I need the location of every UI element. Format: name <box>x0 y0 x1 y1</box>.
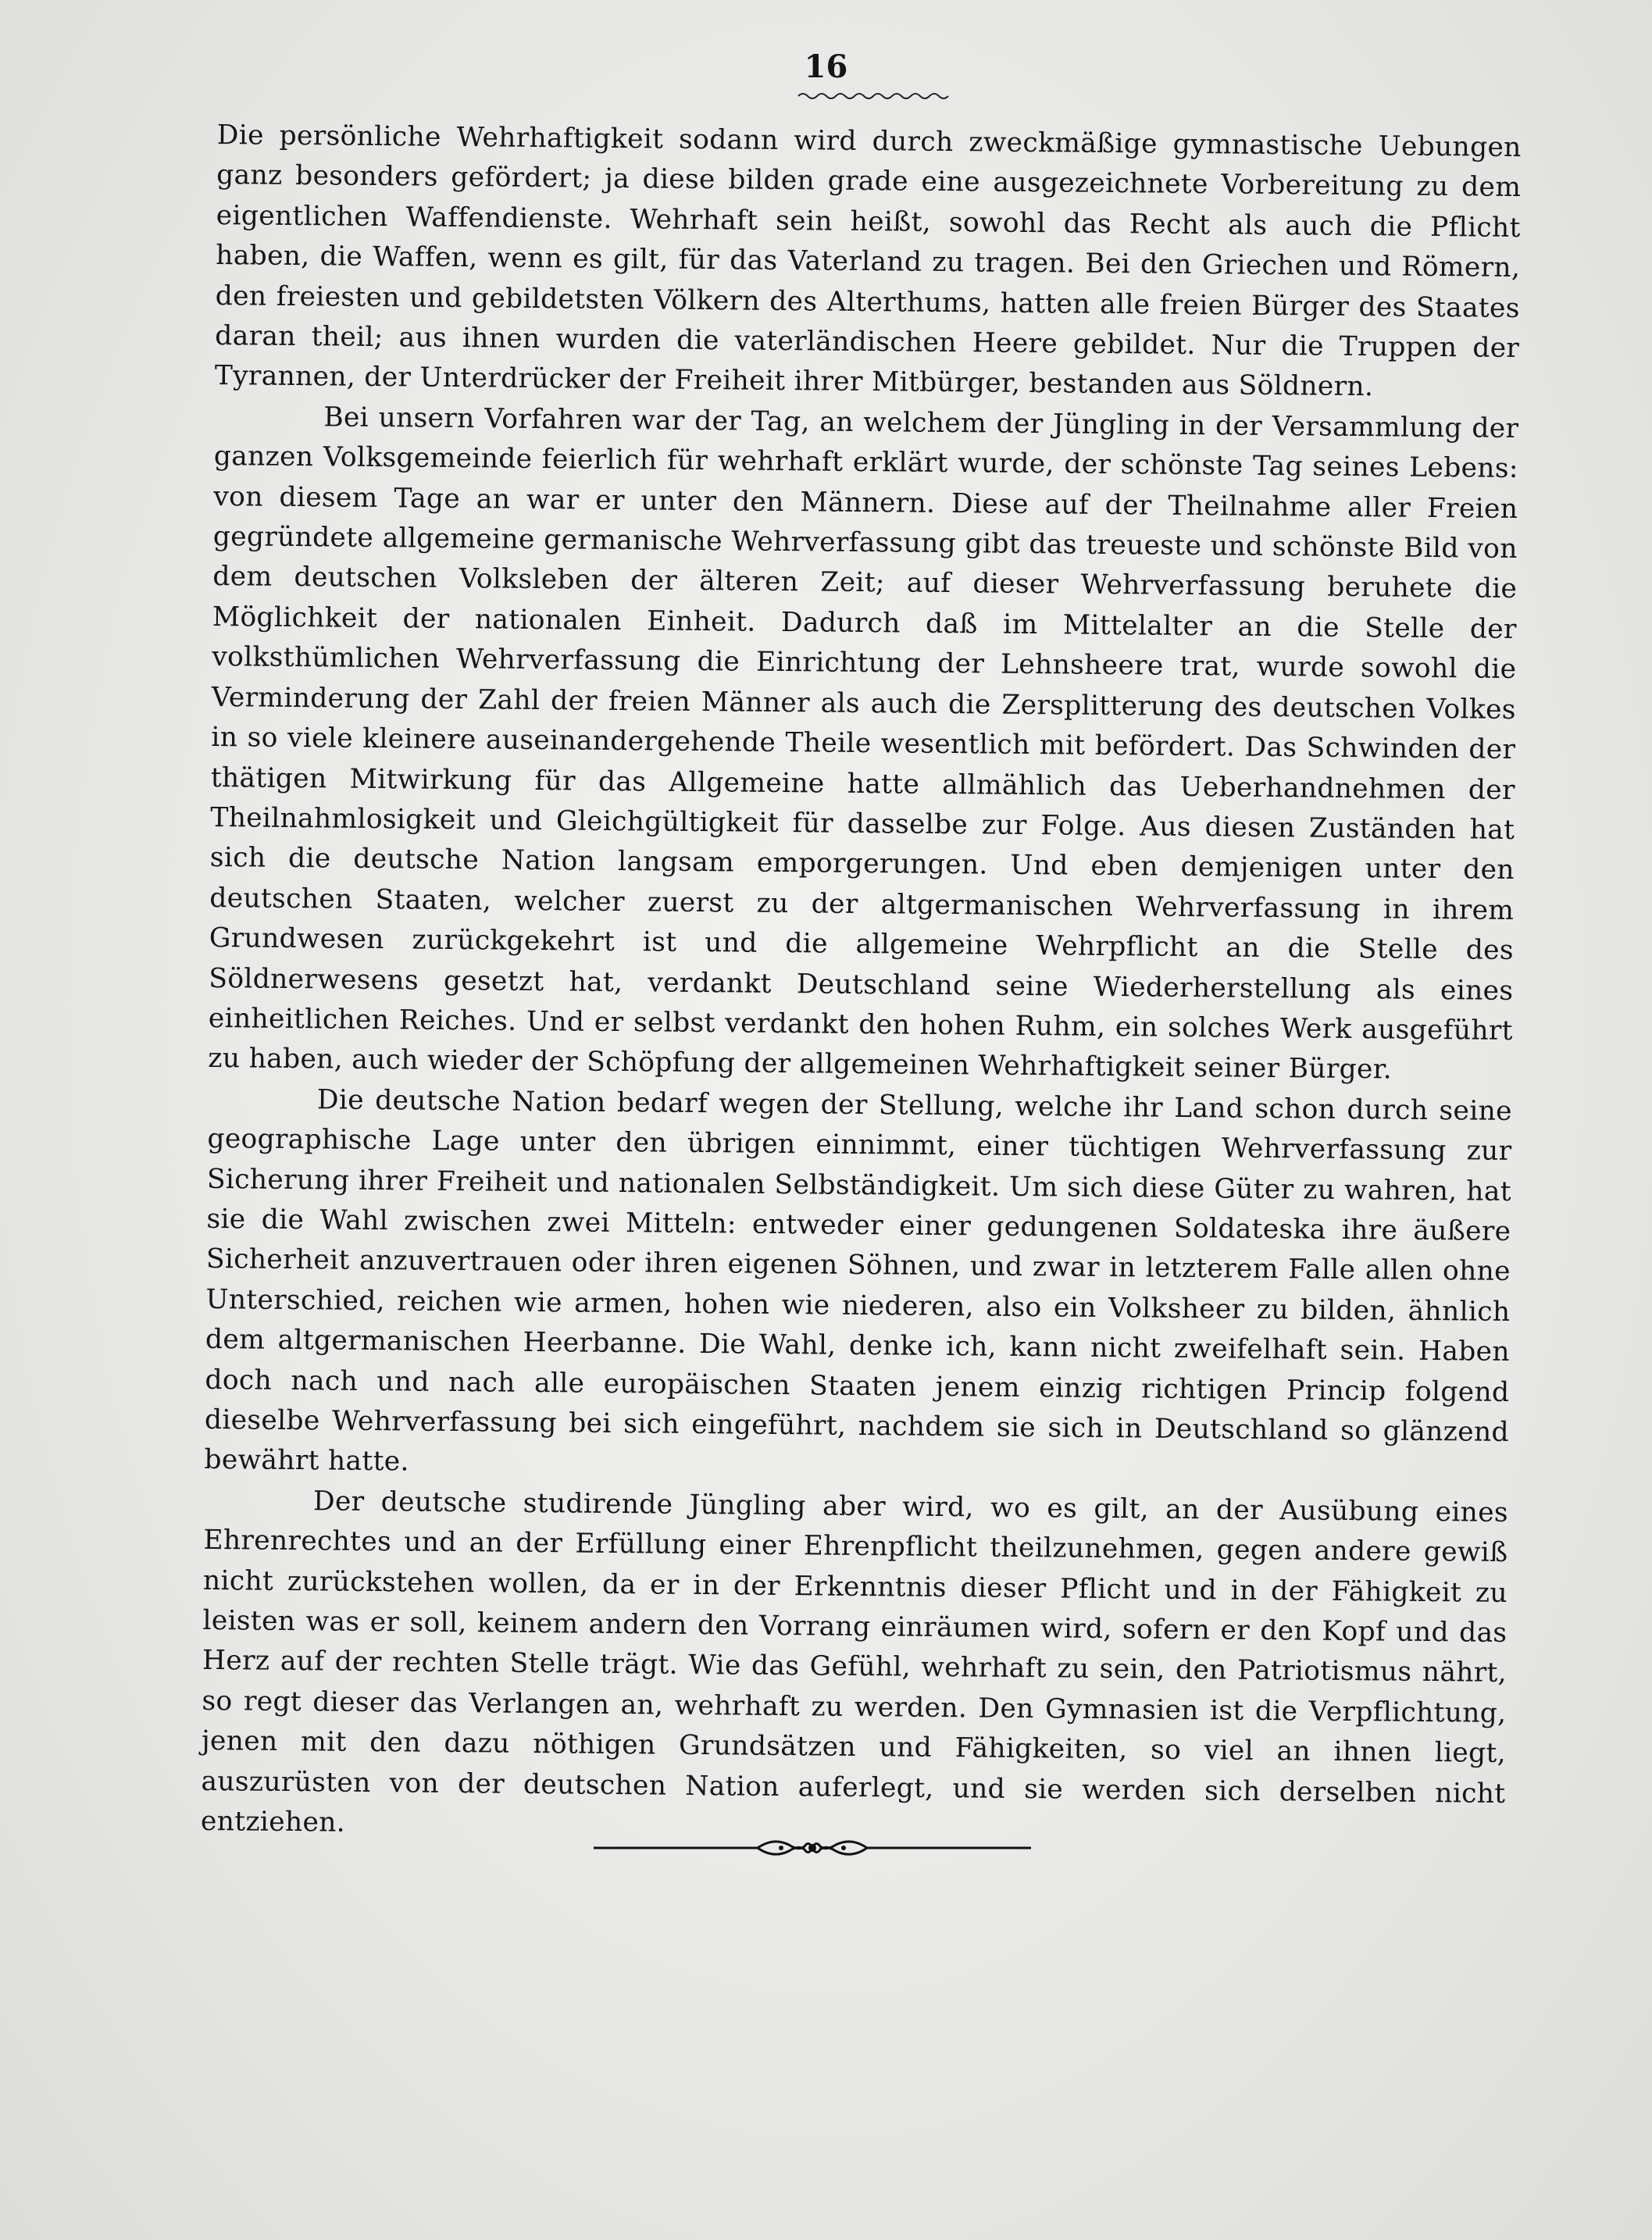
paragraph-3: Die deutsche Nation bedarf wegen der Stellung, welche ihr Land schon durch seine geographische Lage unter den übrigen einnimmt, einer tüchtigen Wehrverfassung zur Sicherung ihrer Freiheit und nationalen Selbständigkeit. Um sich diese Güter zu wahren, hat sie die Wahl zwischen zwei Mitteln: entweder einer gedungenen Soldateska ihre äußere Sicherheit anzuvertrauen oder ihren eigenen Söhnen, und zwar in letzterem Falle allen ohne Unterschied, reichen wie armen, hohen wie niederen, also ein Volksheer zu bilden, ähnlich dem altgermanischen Heerbanne. Die Wahl, denke ich, kann nicht zweifelhaft sein. Haben doch nach und nach alle europäischen Staaten jenem einzig richtigen Princip folgend dieselbe Wehrverfassung bei sich eingeführt, nachdem sie sich in Deutschland so glänzend bewährt hatte. <box>204 1084 1513 1478</box>
header-flourish-ornament <box>797 91 953 102</box>
end-divider-ornament <box>594 1834 1031 1862</box>
body-text <box>201 116 1522 1854</box>
page-number: 16 <box>804 48 848 85</box>
paragraph-2: Bei unsern Vorfahren war der Tag, an welchem der Jüngling in der Versammlung der ganzen Volksgemeinde feierlich für wehrhaft erklärt wurde, der schönste Tag seines Lebens: von diesem Tage an war er unter den Männern. Diese auf der Theilnahme aller Freien gegründete allgemeine germanische Wehrverfassung gibt das treueste und schönste Bild von dem deutschen Volksleben der älteren Zeit; auf dieser Wehrverfassung beruhete die Möglichkeit der nationalen Einheit. Dadurch daß im Mittelalter an die Stelle der volksthümlichen Wehrverfassung die Einrichtung der Lehnsheere trat, wurde sowohl die Verminderung der Zahl der freien Männer als auch die Zersplitterung des deutschen Volkes in so viele kleinere auseinandergehende Theile wesentlich mit befördert. Das Schwinden der thätigen Mitwirkung für das Allgemeine hatte allmählich das Ueberhandnehmen der Theilnahmlosigkeit und Gleichgültigkeit für dasselbe zur Folge. Aus diesen Zuständen hat sich die deutsche Nation langsam emporgerungen. Und eben demjenigen unter den deutschen Staaten, welcher zuerst zu der altgermanischen Wehrverfassung in ihrem Grundwesen zurückgekehrt ist und die allgemeine Wehrpflicht an die Stelle des Söldnerwesens gesetzt hat, verdankt Deutschland seine Wiederherstellung als eines einheitlichen Reiches. Und er selbst verdankt den hohen Ruhm, ein solches Werk ausgeführt zu haben, auch wieder der Schöpfung der allgemeinen Wehrhaftigkeit seiner Bürger. <box>208 401 1519 1086</box>
paragraph-1: Die persönliche Wehrhaftigkeit sodann wird durch zweckmäßige gymnastische Uebungen ganz besonders gefördert; ja diese bilden grade eine ausgezeichnete Vorbereitung zu dem eigentlichen Waffendienste. Wehrhaft sein heißt, sowohl das Recht als auch die Pflicht haben, die Waffen, wenn es gilt, für das Vaterland zu tragen. Bei den Griechen und Römern, den freiesten und gebildetsten Völkern des Alterthums, hatten alle freien Bürger des Staates daran theil; aus ihnen wurden die vaterländischen Heere gebildet. Nur die Truppen der Tyrannen, der Unterdrücker der Freiheit ihrer Mitbürger, bestanden aus Söldnern. <box>214 119 1522 403</box>
paragraph-4: Der deutsche studirende Jüngling aber wird, wo es gilt, an der Ausübung eines Ehrenrechtes und an der Erfüllung einer Ehrenpflicht theilzunehmen, gegen andere gewiß nicht zurückstehen wollen, da er in der Erkenntnis dieser Pflicht und in der Fähigkeit zu leisten was er soll, keinem andern den Vorrang einräumen wird, sofern er den Kopf und das Herz auf der rechten Stelle trägt. Wie das Gefühl, wehrhaft zu sein, den Patriotismus nährt, so regt dieser das Verlangen an, wehrhaft zu werden. Den Gymnasien ist die Verpflichtung, jenen mit den dazu nöthigen Grundsätzen und Fähigkeiten, so viel an ihnen liegt, auszurüsten von der deutschen Nation auferlegt, und sie werden sich derselben nicht entziehen. <box>200 1486 1509 1839</box>
